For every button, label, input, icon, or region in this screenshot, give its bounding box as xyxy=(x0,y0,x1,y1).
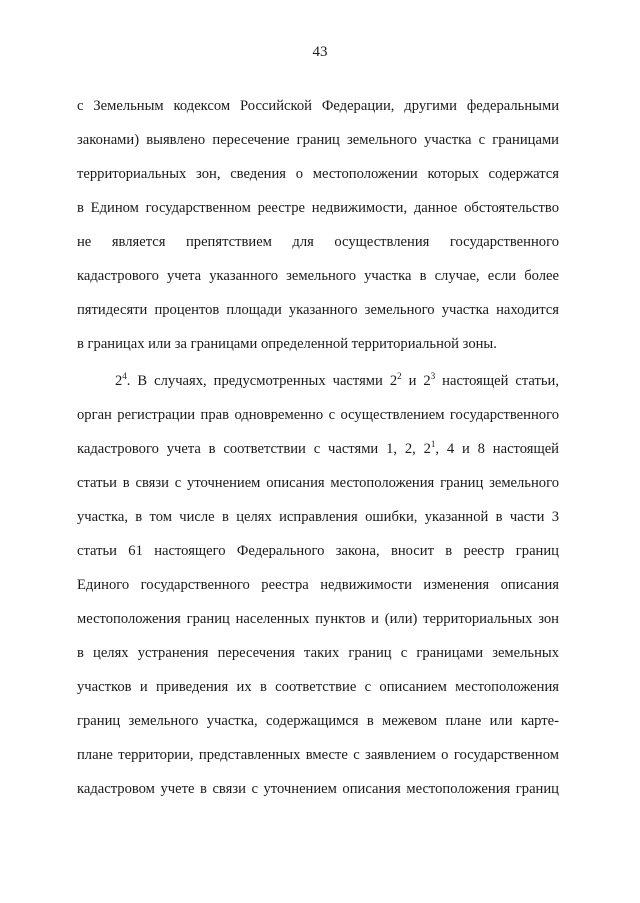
paragraph-2-line-2: орган регистрации прав одновременно с осуществлением государственного xyxy=(77,407,559,423)
paragraph-2-line-10: участков и приведения их в соответствие с описанием местоположения xyxy=(77,679,559,695)
part-a-superscript: 2 xyxy=(397,371,402,381)
paragraph-1-line-5: не является препятствием для осуществления государственного xyxy=(77,234,559,250)
paragraph-2-line-12: плане территории, представленных вместе с заявлением о государственном xyxy=(77,747,559,763)
paragraph-1-line-6: кадастрового учета указанного земельного участка в случае, если более xyxy=(77,268,559,284)
paragraph-1-line-7: пятидесяти процентов площади указанного земельного участка находится xyxy=(77,302,559,318)
paragraph-1-line-2: законами) выявлено пересечение границ земельного участка с границами xyxy=(77,132,559,148)
page-number: 43 xyxy=(312,44,328,60)
paragraph-2-line-5: участка, в том числе в целях исправления ошибки, указанной в части 3 xyxy=(77,509,559,525)
clause-number-superscript: 4 xyxy=(122,371,127,381)
paragraph-1-line-3: территориальных зон, сведения о местоположении которых содержатся xyxy=(77,166,559,182)
part-b-superscript: 3 xyxy=(430,371,436,381)
part-superscript: 1 xyxy=(430,439,436,449)
paragraph-2-line-3 xyxy=(77,440,559,458)
paragraph-2-line-1 xyxy=(115,372,559,390)
paragraph-1-line-1: с Земельным кодексом Российской Федерации, другими федеральными xyxy=(77,98,559,114)
paragraph-2-line-4: статьи в связи с уточнением описания местоположения границ земельного xyxy=(77,475,559,491)
paragraph-2-line-3-part-a: кадастрового учета в соответствии с частями 1, 2, 2 xyxy=(77,441,431,457)
paragraph-2-line-3-part-b: , 4 и 8 настоящей xyxy=(435,441,559,457)
paragraph-2-line-7: Единого государственного реестра недвижимости изменения описания xyxy=(77,577,559,593)
paragraph-1-line-8: в границах или за границами определенной территориальной зоны. xyxy=(77,336,497,352)
paragraph-2-line-13: кадастровом учете в связи с уточнением описания местоположения границ xyxy=(77,781,559,797)
paragraph-2-line-11: границ земельного участка, содержащимся в межевом плане или карте- xyxy=(77,713,559,729)
paragraph-2-line-1-part-a: . В случаях, предусмотренных частями 2 xyxy=(126,373,398,389)
paragraph-2-line-8: местоположения границ населенных пунктов и (или) территориальных зон xyxy=(77,611,559,627)
paragraph-1-line-4: в Едином государственном реестре недвижимости, данное обстоятельство xyxy=(77,200,559,216)
paragraph-2-line-1-part-b: и 2 xyxy=(401,373,431,389)
paragraph-2-line-1-part-c: настоящей статьи, xyxy=(435,373,559,389)
paragraph-2-line-6: статьи 61 настоящего Федерального закона, вносит в реестр границ xyxy=(77,543,559,559)
paragraph-2-line-9: в целях устранения пересечения таких границ с границами земельных xyxy=(77,645,559,661)
clause-number: 2 xyxy=(115,373,123,389)
